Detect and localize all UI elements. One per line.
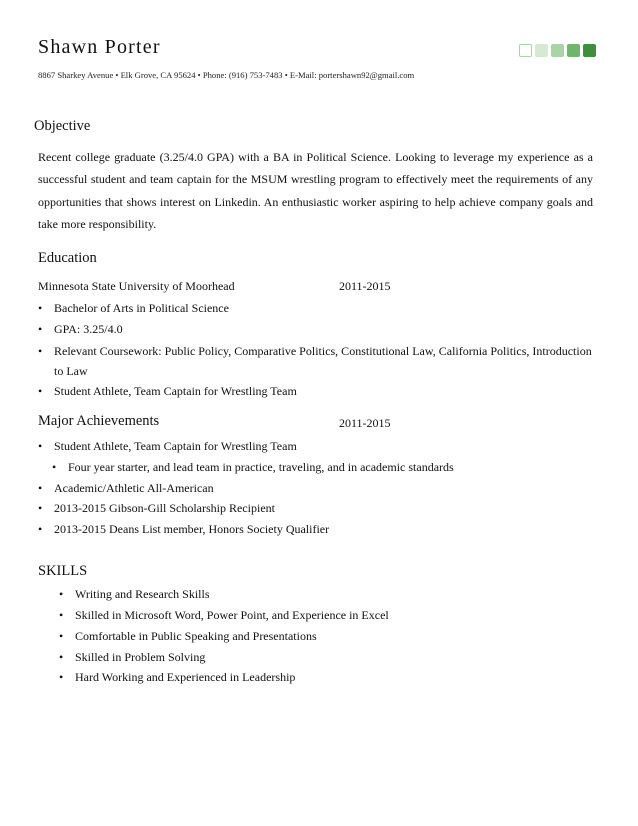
school-name: Minnesota State University of Moorhead — [38, 279, 235, 293]
objective-heading: Objective — [34, 118, 91, 134]
education-item: • Student Athlete, Team Captain for Wrestling Team — [54, 384, 297, 399]
accent-square-3 — [551, 44, 564, 57]
accent-square-4 — [567, 44, 580, 57]
objective-text: Recent college graduate (3.25/4.0 GPA) with a BA in Political Science. Looking to leverage my experience as a successful student and team captain for the MSUM wrestling program to effectively meet the requirements of any opportunities that shows interest on Linkedin. An enthusiastic worker aspiring to help achieve company goals and take more responsibility. — [38, 150, 593, 232]
applicant-name: Shawn Porter — [38, 36, 161, 58]
accent-square-5 — [583, 44, 596, 57]
accent-squares — [519, 44, 596, 57]
achievement-item: • Academic/Athletic All-American — [54, 481, 214, 496]
skill-item: • Comfortable in Public Speaking and Presentations — [75, 629, 317, 644]
contact-line: 8867 Sharkey Avenue • Elk Grove, CA 95624 • Phone: (916) 753-7483 • E-Mail: portershawn92@gmail.com — [38, 70, 415, 80]
achievement-item: • 2013-2015 Gibson-Gill Scholarship Recipient — [54, 501, 275, 516]
skill-item: • Skilled in Microsoft Word, Power Point, and Experience in Excel — [75, 608, 389, 623]
skill-item: • Hard Working and Experienced in Leadership — [75, 670, 295, 685]
education-item: • Relevant Coursework: Public Policy, Comparative Politics, Constitutional Law, California Politics, Introduction to Law — [54, 341, 594, 381]
accent-square-2 — [535, 44, 548, 57]
achievement-item: • Student Athlete, Team Captain for Wrestling Team — [54, 439, 297, 454]
skills-heading: SKILLS — [38, 563, 88, 579]
achievements-years: 2011-2015 — [339, 416, 391, 430]
achievement-subitem: • Four year starter, and lead team in practice, traveling, and in academic standards — [68, 460, 454, 475]
education-item: • Bachelor of Arts in Political Science — [54, 301, 229, 316]
skill-item: • Writing and Research Skills — [75, 587, 210, 602]
education-heading: Education — [38, 250, 97, 266]
achievements-heading: Major Achievements — [38, 413, 160, 429]
education-item: • GPA: 3.25/4.0 — [54, 322, 123, 337]
skill-item: • Skilled in Problem Solving — [75, 650, 205, 665]
achievement-item: • 2013-2015 Deans List member, Honors Society Qualifier — [54, 522, 329, 537]
education-years: 2011-2015 — [339, 279, 391, 293]
accent-square-1 — [519, 44, 532, 57]
